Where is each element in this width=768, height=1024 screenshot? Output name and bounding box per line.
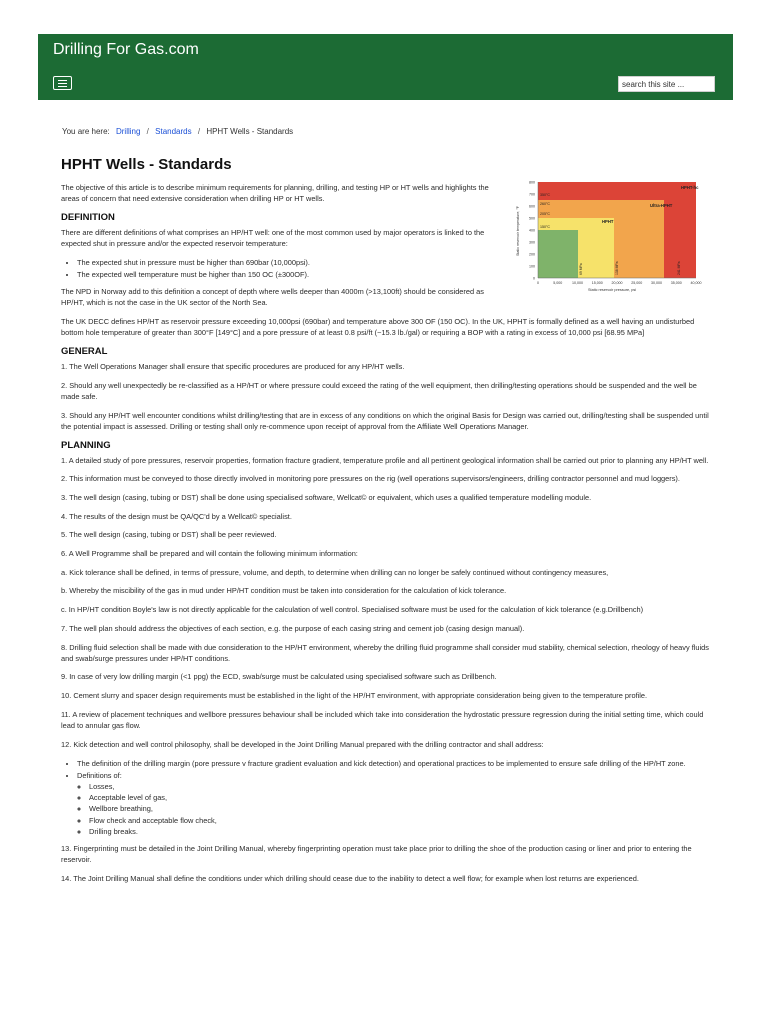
list-item: ◦ Flow check and acceptable flow check,	[89, 815, 711, 826]
planning-item: 1. A detailed study of pore pressures, reservoir properties, formation fracture gradient, temperature profile and all pertinent geological information shall be carried out prior to planning any HP/HT well.	[61, 455, 709, 465]
zone-label-hpht-hc: HPHT-hc	[681, 185, 699, 190]
search-input[interactable]	[618, 76, 715, 92]
breadcrumb-link-standards[interactable]: Standards	[155, 127, 192, 136]
y-tick-label: 100	[529, 264, 535, 269]
zone-label-hpht: HPHT	[602, 219, 614, 224]
planning-item: 9. In case of very low drilling margin (<1 ppg) the ECD, swab/surge must be calculated using specialised software such as Drillbench.	[61, 672, 497, 682]
list-item: • The definition of the drilling margin (pore pressure v fracture gradient evaluation and kick detection) and operational practices to be implemented to ensure safe drilling of the HP/HT zone.	[77, 758, 711, 769]
site-header	[38, 34, 733, 100]
planning-item: 8. Drilling fluid selection shall be made with due consideration to the HP/HT environment, whereby the drilling fluid programme shall consider mud stability, chemical selection, rheology of heavy fluids and swab/surge pressures under HP/HT conditions.	[61, 642, 709, 663]
planning-item: 6. A Well Programme shall be prepared and will contain the following minimum information:	[61, 549, 358, 559]
kick-detection-list	[61, 758, 711, 837]
planning-item: 11. A review of placement techniques and wellbore pressures behaviour shall be included which take into consideration the hydrostatic pressure regression during the initial setting time, which could lead to annular gas flow.	[61, 709, 704, 731]
breadcrumb-separator: /	[146, 127, 149, 136]
site-title[interactable]: Drilling For Gas.com	[53, 41, 199, 58]
page-title: HPHT Wells - Standards	[61, 156, 232, 173]
x-axis-label: Static reservoir pressure, psi	[588, 288, 637, 292]
breadcrumb-prefix: You are here:	[62, 127, 110, 136]
menu-icon-line	[58, 86, 67, 87]
y-tick-label: 300	[529, 240, 535, 245]
definition-paragraph: The NPD in Norway add to this definition a concept of depth where wells deeper than 4000m (>13,100ft) should be considered as HP/HT, which is not the case in the UK sector of the North Sea.	[61, 287, 484, 308]
temp-label-150: 150°C	[540, 225, 551, 229]
breadcrumb-separator: /	[197, 127, 201, 136]
y-tick-label: 600	[529, 204, 535, 209]
breadcrumb-link-drilling[interactable]: Drilling	[115, 127, 141, 136]
planning-item: 14. The Joint Drilling Manual shall define the conditions under which drilling should cease due to the inability to detect a well flow; for example when lost returns are experienced.	[61, 873, 639, 883]
definition-heading: DEFINITION	[61, 211, 115, 223]
list-item: • The expected well temperature must be higher than 150 OC (±300OF).	[77, 269, 711, 280]
list-item: ◦ Drilling breaks.	[89, 826, 711, 837]
definitions-sublist	[77, 781, 711, 837]
temp-label-350: 350°C	[540, 193, 551, 197]
definition-list	[61, 257, 711, 280]
list-item: ◦ Acceptable level of gas,	[89, 792, 711, 803]
x-tick-label: 30,000	[651, 281, 662, 285]
x-tick-label: 10,000	[572, 281, 583, 285]
list-item: ◦ Wellbore breathing,	[89, 803, 711, 814]
x-tick-label: 40,000	[690, 281, 702, 285]
planning-item: c. In HP/HT condition Boyle's law is not directly applicable for the calculation of well control. Specialised software must be used for the calculation of kick tolerance (e.g.Drillbench)	[61, 605, 644, 615]
pressure-label-69: 69 MPa	[579, 263, 583, 275]
planning-item: 12. Kick detection and well control philosophy, shall be developed in the Joint Drilling Manual prepared with the drilling contractor and shall address:	[61, 739, 544, 749]
temp-label-260: 260°C	[540, 202, 551, 206]
list-item-label: Definitions of:	[77, 770, 122, 780]
x-tick-label: 5,000	[553, 281, 563, 285]
x-tick-label: 35,000	[670, 281, 682, 285]
menu-icon-line	[58, 83, 67, 84]
y-tick-label: 800	[529, 180, 535, 185]
definition-paragraph: There are different definitions of what comprises an HP/HT well: one of the most common used by major operators is linked to the expected shut in pressure and/or the expected reservoir temperature:	[61, 227, 485, 249]
list-item	[77, 770, 711, 837]
y-tick-label: 500	[529, 216, 535, 221]
general-item: 1. The Well Operations Manager shall ensure that specific procedures are produced for any HP/HT wells.	[61, 362, 405, 372]
planning-item: 5. The well design (casing, tubing or DST) shall be peer reviewed.	[61, 530, 277, 540]
planning-item: 4. The results of the design must be QA/QC'd by a Wellcat© specialist.	[61, 511, 292, 521]
pressure-label-138: 138 MPa	[615, 261, 619, 275]
x-tick-label: 0	[537, 281, 539, 285]
list-item: ◦ Losses,	[89, 781, 711, 792]
pressure-label-241: 241 MPa	[677, 261, 681, 275]
planning-heading: PLANNING	[61, 439, 111, 451]
x-tick-label: 20,000	[611, 281, 623, 285]
menu-toggle-button[interactable]	[53, 76, 72, 90]
y-tick-label: 200	[529, 252, 535, 257]
planning-item: 10. Cement slurry and spacer design requirements must be established in the light of the HP/HT environment, with appropriate consideration being given to the temperature profile.	[61, 691, 648, 701]
x-tick-label: 15,000	[591, 281, 603, 285]
general-heading: GENERAL	[61, 346, 108, 358]
general-item: 3. Should any HP/HT well encounter conditions whilst drilling/testing that are in excess of any conditions on which the original Basis for Design was carried out, drilling/testing shall be suspended until the potential impact is assessed. Drilling or testing shall only re-commence upon receipt of approval from the Affiliate Well Operations Manager.	[61, 410, 709, 431]
planning-item: 7. The well plan should address the objectives of each section, e.g. the purpose of each casing string and cement job (casing design manual).	[61, 623, 525, 633]
planning-item: a. Kick tolerance shall be defined, in terms of pressure, volume, and depth, to determine when drilling can no longer be safely continued without contingency measures,	[61, 567, 609, 577]
zone-label-ultra-hpht: Ultra-HPHT	[650, 203, 673, 208]
definition-paragraph: The UK DECC defines HP/HT as reservoir pressure exceeding 10,000psi (690bar) and temperature above 300 OF (150 OC). In the UK, HPHT is formally defined as a well having an undisturbed bottom hole temperature of greater than 300°F [149°C] and a pore pressure of at least 0.8 psi/ft (~15.3 lb./gal) or requiring a BOP with a rating in excess of 10,000 psi [68.95 MPa]	[61, 317, 695, 338]
planning-item: b. Whereby the miscibility of the gas in mud under HP/HT condition must be taken into consideration for the calculation of kick tolerance.	[61, 586, 507, 596]
x-tick-label: 25,000	[631, 281, 643, 285]
list-item: • The expected shut in pressure must be higher than 690bar (10,000psi).	[77, 257, 711, 268]
planning-item: 13. Fingerprinting must be detailed in the Joint Drilling Manual, whereby fingerprinting operation must take place prior to drilling the shoe of the production casing or liner and prior to entering the reservoir.	[61, 843, 692, 865]
breadcrumb-current: HPHT Wells - Standards	[206, 127, 294, 136]
article-content	[61, 156, 711, 892]
menu-icon	[58, 80, 67, 81]
y-tick-label: 700	[529, 192, 535, 197]
y-axis-label: Static reservoir temperature, °F	[516, 206, 520, 256]
y-tick-label: 0	[533, 276, 535, 281]
planning-item: 2. This information must be conveyed to those directly involved in monitoring pore pressures on the rig (well operations supervisors/engineers, drilling contractor personnel and mud loggers).	[61, 474, 680, 484]
temp-label-205: 205°C	[540, 212, 551, 216]
y-tick-label: 400	[529, 228, 535, 233]
intro-paragraph: The objective of this article is to describe minimum requirements for planning, drilling, and testing HP or HT wells and highlights the areas of concern that need extensive consideration when drilling HP or HT wells.	[61, 183, 489, 204]
general-item: 2. Should any well unexpectedly be re-classified as a HP/HT or where pressure could exceed the rating of the well equipment, then drilling/testing operations should be suspended and the well be made safe.	[61, 380, 697, 401]
planning-item: 3. The well design (casing, tubing or DST) shall be done using specialised software, Wellcat© or equivalent, which uses a qualified temperature modelling module.	[61, 492, 592, 502]
breadcrumb	[62, 127, 293, 136]
